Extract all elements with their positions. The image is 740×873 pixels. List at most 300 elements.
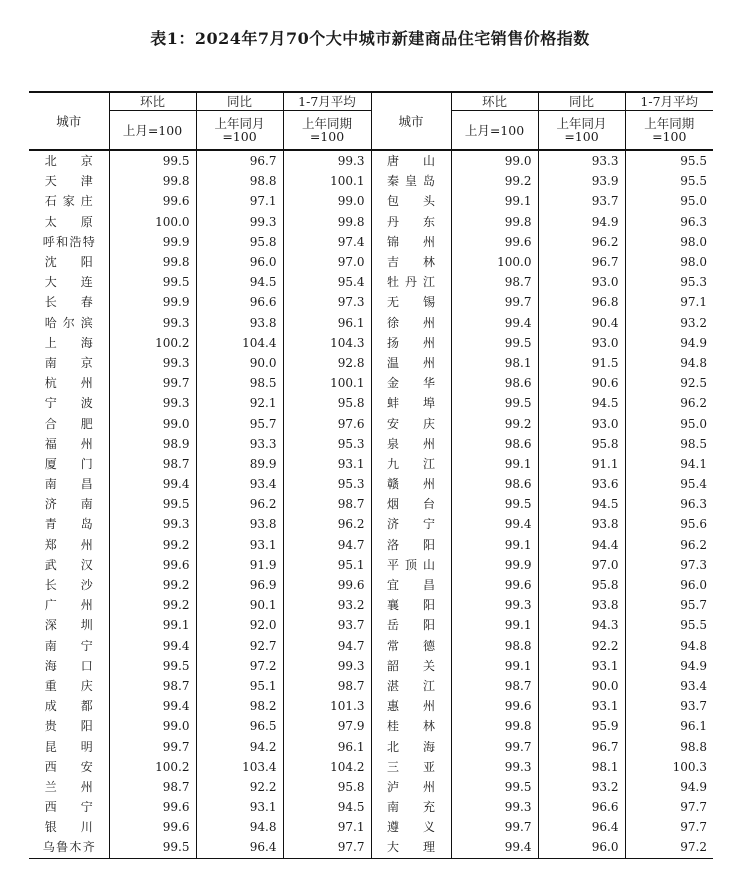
avg-value: 94.1 (625, 454, 713, 474)
city-cell (371, 595, 451, 615)
city-name: 福州 (44, 436, 93, 451)
city-name: 南昌 (44, 477, 93, 492)
yoy-value: 98.1 (538, 757, 625, 777)
city-name: 桂林 (387, 719, 435, 734)
header-mom-base-right: 上月=100 (451, 111, 538, 151)
avg-value: 95.3 (625, 272, 713, 292)
mom-value: 99.4 (109, 636, 196, 656)
mom-value: 99.5 (451, 494, 538, 514)
avg-value: 93.2 (625, 313, 713, 333)
yoy-value: 92.0 (196, 615, 283, 635)
avg-value: 96.1 (283, 313, 371, 333)
mom-value: 98.6 (451, 434, 538, 454)
mom-value: 99.4 (451, 514, 538, 534)
avg-value: 99.6 (283, 575, 371, 595)
header-avg-base-right: 上年同期 =100 (625, 111, 713, 151)
page-title: 表1：2024年7月70个大中城市新建商品住宅销售价格指数 (150, 29, 590, 48)
yoy-value: 93.1 (538, 656, 625, 676)
avg-value: 95.6 (625, 514, 713, 534)
city-name: 石家庄 (44, 194, 93, 209)
yoy-value: 99.3 (196, 212, 283, 232)
city-name: 长沙 (44, 578, 93, 593)
mom-value: 99.3 (451, 595, 538, 615)
avg-value: 96.1 (625, 716, 713, 736)
city-name: 唐山 (387, 154, 435, 169)
mom-value: 99.6 (109, 817, 196, 837)
mom-value: 99.1 (451, 535, 538, 555)
yoy-value: 93.8 (196, 514, 283, 534)
city-cell (371, 494, 451, 514)
city-name: 呼和浩特 (42, 234, 95, 249)
mom-value: 99.5 (109, 837, 196, 858)
avg-value: 97.0 (283, 252, 371, 272)
city-name: 杭州 (44, 376, 93, 391)
avg-value: 98.7 (283, 494, 371, 514)
avg-value: 100.3 (625, 757, 713, 777)
yoy-value: 96.8 (538, 292, 625, 312)
city-cell (29, 434, 109, 454)
table-row (29, 272, 713, 292)
yoy-value: 94.4 (538, 535, 625, 555)
city-name: 锦州 (387, 234, 435, 249)
yoy-value: 93.4 (196, 474, 283, 494)
mom-value: 99.2 (109, 535, 196, 555)
avg-value: 94.9 (625, 333, 713, 353)
mom-value: 99.4 (451, 837, 538, 858)
yoy-value: 93.0 (538, 333, 625, 353)
yoy-value: 97.0 (538, 555, 625, 575)
city-name: 上海 (44, 335, 93, 350)
header-yoy-base-left: 上年同月 =100 (196, 111, 283, 151)
avg-value: 97.6 (283, 413, 371, 433)
city-cell (29, 777, 109, 797)
city-cell (371, 797, 451, 817)
avg-value: 98.5 (625, 434, 713, 454)
table-row (29, 615, 713, 635)
avg-value: 100.1 (283, 373, 371, 393)
avg-value: 96.3 (625, 212, 713, 232)
city-cell (371, 575, 451, 595)
avg-value: 94.9 (625, 777, 713, 797)
yoy-value: 90.6 (538, 373, 625, 393)
city-cell (371, 413, 451, 433)
yoy-value: 92.1 (196, 393, 283, 413)
avg-value: 95.8 (283, 777, 371, 797)
avg-value: 95.0 (625, 413, 713, 433)
city-cell (29, 656, 109, 676)
yoy-value: 96.6 (538, 797, 625, 817)
city-cell (29, 393, 109, 413)
city-name: 大理 (387, 840, 435, 855)
avg-value: 100.1 (283, 171, 371, 191)
city-name: 海口 (44, 658, 93, 673)
avg-value: 95.5 (625, 615, 713, 635)
avg-value: 99.0 (283, 191, 371, 211)
city-name: 丹东 (387, 214, 435, 229)
mom-value: 99.3 (451, 757, 538, 777)
yoy-value: 90.0 (538, 676, 625, 696)
city-cell (371, 292, 451, 312)
city-cell (371, 636, 451, 656)
yoy-value: 96.6 (196, 292, 283, 312)
mom-value: 99.9 (109, 232, 196, 252)
mom-value: 99.3 (451, 797, 538, 817)
yoy-value: 90.1 (196, 595, 283, 615)
yoy-value: 96.2 (538, 232, 625, 252)
yoy-value: 96.7 (196, 150, 283, 171)
mom-value: 99.8 (451, 716, 538, 736)
city-cell (29, 474, 109, 494)
city-cell (371, 474, 451, 494)
table-row (29, 454, 713, 474)
avg-value: 96.2 (625, 393, 713, 413)
table-row (29, 212, 713, 232)
yoy-value: 93.3 (538, 150, 625, 171)
avg-value: 95.0 (625, 191, 713, 211)
avg-value: 97.2 (625, 837, 713, 858)
avg-value: 93.7 (625, 696, 713, 716)
city-name: 蚌埠 (387, 396, 435, 411)
avg-value: 94.9 (625, 656, 713, 676)
mom-value: 100.0 (109, 212, 196, 232)
table-row (29, 757, 713, 777)
yoy-value: 96.4 (196, 837, 283, 858)
city-cell (29, 676, 109, 696)
table-row (29, 797, 713, 817)
mom-value: 99.4 (451, 313, 538, 333)
yoy-value: 98.8 (196, 171, 283, 191)
city-cell (371, 757, 451, 777)
city-cell (371, 676, 451, 696)
city-name: 郑州 (44, 537, 93, 552)
city-cell (29, 171, 109, 191)
avg-value: 92.5 (625, 373, 713, 393)
table-row (29, 494, 713, 514)
city-name: 武汉 (44, 557, 93, 572)
mom-value: 99.3 (109, 514, 196, 534)
avg-value: 93.4 (625, 676, 713, 696)
city-name: 沈阳 (44, 255, 93, 270)
mom-value: 98.6 (451, 373, 538, 393)
mom-value: 99.2 (451, 171, 538, 191)
avg-value: 93.1 (283, 454, 371, 474)
mom-value: 99.6 (109, 797, 196, 817)
city-name: 青岛 (44, 517, 93, 532)
yoy-value: 95.8 (196, 232, 283, 252)
city-cell (29, 555, 109, 575)
mom-value: 99.4 (109, 696, 196, 716)
table-row (29, 232, 713, 252)
mom-value: 99.6 (451, 575, 538, 595)
city-cell (29, 191, 109, 211)
city-name: 广州 (44, 598, 93, 613)
mom-value: 99.1 (451, 615, 538, 635)
avg-value: 97.3 (283, 292, 371, 312)
avg-value: 97.1 (625, 292, 713, 312)
city-name: 南宁 (44, 638, 93, 653)
yoy-value: 96.5 (196, 716, 283, 736)
mom-value: 99.5 (109, 494, 196, 514)
city-name: 安庆 (387, 416, 435, 431)
city-name: 深圳 (44, 618, 93, 633)
avg-value: 94.8 (625, 353, 713, 373)
city-cell (371, 150, 451, 171)
table-row (29, 413, 713, 433)
yoy-value: 95.9 (538, 716, 625, 736)
city-cell (371, 454, 451, 474)
avg-value: 95.3 (283, 474, 371, 494)
city-name: 贵阳 (44, 719, 93, 734)
mom-value: 99.2 (451, 413, 538, 433)
table-row (29, 373, 713, 393)
table-row (29, 817, 713, 837)
mom-value: 100.0 (451, 252, 538, 272)
table-body (29, 150, 713, 858)
city-cell (29, 353, 109, 373)
table-row (29, 837, 713, 858)
table-row (29, 171, 713, 191)
yoy-value: 96.2 (196, 494, 283, 514)
city-name: 哈尔滨 (44, 315, 93, 330)
mom-value: 99.1 (451, 191, 538, 211)
city-name: 宜昌 (387, 578, 435, 593)
city-name: 厦门 (44, 456, 93, 471)
table-row (29, 555, 713, 575)
mom-value: 98.9 (109, 434, 196, 454)
city-cell (29, 575, 109, 595)
city-cell (29, 333, 109, 353)
city-name: 九江 (387, 456, 435, 471)
avg-value: 96.1 (283, 736, 371, 756)
yoy-value: 94.2 (196, 736, 283, 756)
city-name: 吉林 (387, 255, 435, 270)
city-name: 重庆 (44, 678, 93, 693)
yoy-value: 91.1 (538, 454, 625, 474)
city-cell (29, 696, 109, 716)
table-row (29, 514, 713, 534)
city-cell (371, 393, 451, 413)
yoy-value: 90.4 (538, 313, 625, 333)
city-name: 泉州 (387, 436, 435, 451)
city-cell (371, 333, 451, 353)
avg-value: 95.5 (625, 171, 713, 191)
city-name: 西安 (44, 759, 93, 774)
yoy-value: 95.7 (196, 413, 283, 433)
yoy-value: 97.1 (196, 191, 283, 211)
avg-value: 101.3 (283, 696, 371, 716)
avg-value: 95.4 (283, 272, 371, 292)
avg-value: 97.9 (283, 716, 371, 736)
city-name: 无锡 (387, 295, 435, 310)
city-name: 湛江 (387, 678, 435, 693)
city-name: 岳阳 (387, 618, 435, 633)
yoy-value: 93.9 (538, 171, 625, 191)
city-cell (29, 837, 109, 858)
mom-value: 99.5 (109, 272, 196, 292)
yoy-value: 96.4 (538, 817, 625, 837)
mom-value: 99.5 (451, 333, 538, 353)
avg-value: 98.7 (283, 676, 371, 696)
mom-value: 98.7 (109, 777, 196, 797)
mom-value: 99.3 (109, 393, 196, 413)
mom-value: 98.8 (451, 636, 538, 656)
city-cell (371, 736, 451, 756)
mom-value: 99.0 (451, 150, 538, 171)
mom-value: 99.1 (109, 615, 196, 635)
city-name: 徐州 (387, 315, 435, 330)
yoy-value: 95.1 (196, 676, 283, 696)
yoy-value: 93.1 (196, 797, 283, 817)
yoy-value: 96.9 (196, 575, 283, 595)
yoy-value: 94.3 (538, 615, 625, 635)
header-mom-left: 环比 (109, 92, 196, 111)
city-name: 温州 (387, 355, 435, 370)
city-cell (29, 272, 109, 292)
city-cell (371, 615, 451, 635)
avg-value: 97.1 (283, 817, 371, 837)
city-cell (29, 716, 109, 736)
city-name: 牡丹江 (387, 275, 435, 290)
city-cell (29, 736, 109, 756)
yoy-value: 91.5 (538, 353, 625, 373)
mom-value: 99.6 (451, 232, 538, 252)
avg-value: 97.4 (283, 232, 371, 252)
city-cell (371, 191, 451, 211)
header-yoy-left: 同比 (196, 92, 283, 111)
avg-value: 96.2 (625, 535, 713, 555)
city-cell (29, 212, 109, 232)
yoy-value: 92.2 (196, 777, 283, 797)
table-row (29, 333, 713, 353)
avg-value: 94.7 (283, 636, 371, 656)
city-cell (29, 535, 109, 555)
yoy-value: 97.2 (196, 656, 283, 676)
city-name: 常德 (387, 638, 435, 653)
table-row (29, 656, 713, 676)
city-cell (371, 232, 451, 252)
city-name: 南京 (44, 355, 93, 370)
mom-value: 98.7 (451, 272, 538, 292)
city-name: 成都 (44, 699, 93, 714)
city-cell (371, 555, 451, 575)
avg-value: 99.8 (283, 212, 371, 232)
mom-value: 99.5 (109, 656, 196, 676)
yoy-value: 93.3 (196, 434, 283, 454)
mom-value: 99.7 (451, 817, 538, 837)
city-cell (371, 313, 451, 333)
mom-value: 99.0 (109, 413, 196, 433)
yoy-value: 93.8 (196, 313, 283, 333)
city-cell (29, 232, 109, 252)
yoy-value: 96.7 (538, 736, 625, 756)
city-name: 包头 (387, 194, 435, 209)
header-mom-base-left: 上月=100 (109, 111, 196, 151)
city-name: 金华 (387, 376, 435, 391)
city-cell (29, 454, 109, 474)
table-row (29, 474, 713, 494)
avg-value: 93.7 (283, 615, 371, 635)
city-name: 北京 (44, 154, 93, 169)
yoy-value: 96.0 (538, 837, 625, 858)
yoy-value: 93.8 (538, 595, 625, 615)
mom-value: 99.6 (109, 191, 196, 211)
header-avg-left: 1-7月平均 (283, 92, 371, 111)
yoy-value: 94.8 (196, 817, 283, 837)
table-row (29, 191, 713, 211)
yoy-value: 89.9 (196, 454, 283, 474)
city-name: 三亚 (387, 759, 435, 774)
yoy-value: 93.0 (538, 413, 625, 433)
table-row (29, 676, 713, 696)
yoy-value: 98.5 (196, 373, 283, 393)
table-row (29, 393, 713, 413)
city-cell (29, 757, 109, 777)
city-name: 平顶山 (387, 557, 435, 572)
city-name: 赣州 (387, 477, 435, 492)
table-row (29, 595, 713, 615)
mom-value: 99.8 (109, 252, 196, 272)
avg-value: 94.5 (283, 797, 371, 817)
mom-value: 99.5 (451, 777, 538, 797)
avg-value: 104.3 (283, 333, 371, 353)
mom-value: 98.1 (451, 353, 538, 373)
avg-value: 97.7 (625, 817, 713, 837)
avg-value: 95.5 (625, 150, 713, 171)
city-cell (29, 413, 109, 433)
avg-value: 98.0 (625, 232, 713, 252)
city-name: 济南 (44, 497, 93, 512)
price-index-table (29, 91, 713, 859)
mom-value: 99.8 (109, 171, 196, 191)
table-row (29, 575, 713, 595)
yoy-value: 95.8 (538, 575, 625, 595)
yoy-value: 93.7 (538, 191, 625, 211)
mom-value: 99.2 (109, 595, 196, 615)
mom-value: 98.6 (451, 474, 538, 494)
city-cell (371, 696, 451, 716)
table-row (29, 696, 713, 716)
header-city-right: 城市 (371, 92, 451, 150)
avg-value: 95.1 (283, 555, 371, 575)
avg-value: 98.0 (625, 252, 713, 272)
city-cell (29, 373, 109, 393)
mom-value: 99.1 (451, 454, 538, 474)
yoy-value: 92.2 (538, 636, 625, 656)
mom-value: 100.2 (109, 333, 196, 353)
mom-value: 99.3 (109, 353, 196, 373)
yoy-value: 93.1 (196, 535, 283, 555)
table-row (29, 777, 713, 797)
mom-value: 99.6 (109, 555, 196, 575)
city-name: 泸州 (387, 779, 435, 794)
city-cell (29, 494, 109, 514)
yoy-value: 96.7 (538, 252, 625, 272)
avg-value: 97.7 (625, 797, 713, 817)
mom-value: 98.7 (109, 676, 196, 696)
table-row (29, 636, 713, 656)
mom-value: 98.7 (451, 676, 538, 696)
city-cell (29, 797, 109, 817)
avg-value: 95.7 (625, 595, 713, 615)
city-name: 秦皇岛 (387, 174, 435, 189)
city-cell (371, 373, 451, 393)
city-name: 襄阳 (387, 598, 435, 613)
mom-value: 99.2 (109, 575, 196, 595)
yoy-value: 92.7 (196, 636, 283, 656)
yoy-value: 94.5 (196, 272, 283, 292)
city-cell (371, 716, 451, 736)
city-cell (371, 535, 451, 555)
